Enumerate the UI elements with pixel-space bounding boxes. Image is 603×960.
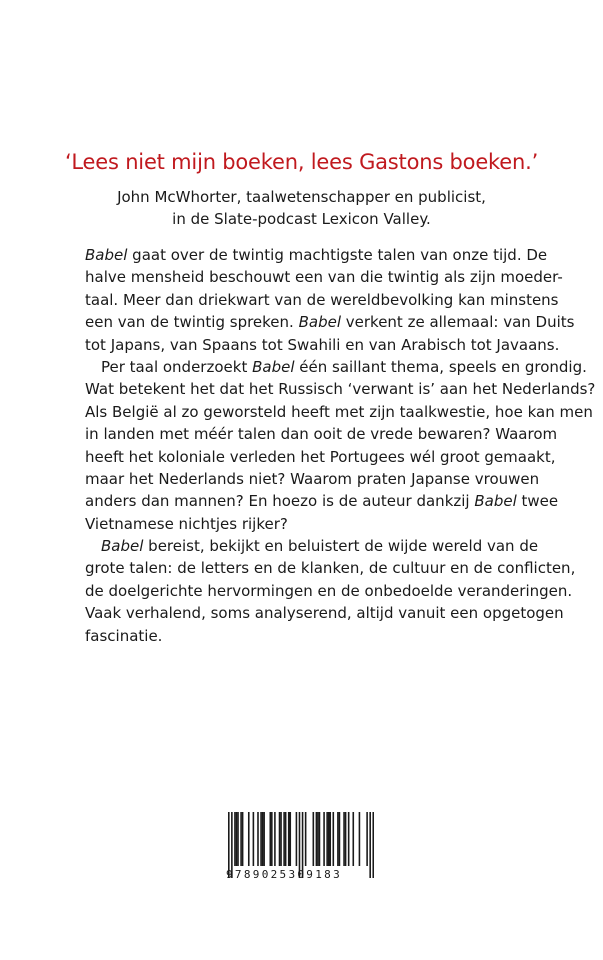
barcode-bar	[262, 812, 264, 866]
barcode-bar	[366, 812, 368, 866]
blurb-text-segment: twee	[516, 492, 559, 511]
blurb-line	[85, 625, 540, 647]
barcode-bar	[323, 812, 325, 866]
blurb-text-segment: halve mensheid beschouwt een van die twintig als zijn moeder-	[85, 268, 563, 287]
book-title-italic: Babel	[85, 246, 128, 264]
barcode-bar	[328, 812, 330, 866]
barcode-bar	[313, 812, 315, 866]
blurb-text-segment: Vaak verhalend, soms analyserend, altijd vanuit een opgetogen	[85, 604, 564, 623]
blurb-line	[85, 535, 540, 557]
barcode-bar	[345, 812, 347, 866]
blurb-text-segment: gaat over de twintig machtigste talen van onze tijd. De	[127, 246, 548, 264]
barcode-bar	[257, 812, 259, 866]
barcode-bar	[333, 812, 335, 866]
quote-attribution	[0, 186, 603, 230]
barcode-bar	[359, 812, 361, 866]
blurb-text-segment: tot Japans, van Spaans tot Swahili en van Arabisch tot Javaans.	[85, 335, 560, 354]
blurb-text-segment: Wat betekent het dat het Russisch ‘verwant is’ aan het Nederlands?	[85, 380, 596, 399]
isbn-number: 9789025309183	[226, 868, 342, 881]
barcode-bar	[319, 812, 321, 866]
barcode-bar	[240, 812, 242, 866]
barcode-bar	[269, 812, 271, 866]
barcode-bar	[352, 812, 354, 866]
book-title-italic: Babel	[298, 313, 341, 332]
barcode-bar	[283, 812, 285, 866]
blurb-line	[85, 401, 593, 423]
blurb-line	[85, 334, 560, 356]
barcode-bar	[236, 812, 238, 866]
blurb-text-segment: één saillant thema, speels en grondig.	[294, 357, 587, 376]
blurb-text-segment: Als België al zo geworsteld heeft met zijn taalkwestie, hoe kan men	[85, 402, 593, 421]
blurb-line	[85, 446, 556, 468]
book-title-italic: Babel	[252, 357, 295, 376]
barcode-bar	[289, 812, 291, 866]
blurb-line	[85, 468, 540, 490]
barcode-bar	[260, 812, 262, 866]
blurb-line	[85, 490, 559, 512]
blurb-line	[85, 311, 575, 333]
barcode-bar	[274, 812, 276, 866]
barcode-bar	[337, 812, 339, 866]
barcode-bar	[242, 812, 244, 866]
blurb-text-segment: verkent ze allemaal: van Duits	[341, 313, 575, 332]
barcode-bar	[234, 812, 236, 866]
barcode-bar	[326, 812, 328, 866]
attribution-line-1: John McWhorter, taalwetenschapper en publicist,	[117, 188, 486, 206]
blurb-text-segment: de doelgerichte hervormingen en de onbedoelde veranderingen.	[85, 581, 573, 600]
blurb-text-segment: in landen met méér talen dan ooit de vrede bewaren? Waarom	[85, 425, 558, 444]
barcode-bar	[348, 812, 350, 866]
blurb-text-segment: een van de twintig spreken.	[85, 313, 299, 332]
barcode-bar	[317, 812, 319, 866]
barcode-bar	[253, 812, 255, 866]
barcode-bar	[237, 812, 239, 866]
blurb-line	[85, 266, 563, 288]
blurb-text	[85, 244, 596, 647]
blurb-line	[85, 513, 540, 535]
blurb-line	[85, 557, 576, 579]
blurb-line	[85, 244, 548, 266]
book-title-italic: Babel	[474, 492, 517, 511]
blurb-text-segment: maar het Nederlands niet? Waarom praten Japanse vrouwen	[85, 469, 540, 488]
barcode-bar	[339, 812, 341, 866]
barcode-bar	[280, 812, 282, 866]
attribution-line-2: in de Slate-podcast Lexicon Valley.	[172, 210, 431, 228]
blurb-text-segment: heeft het koloniale verleden het Portugees wél groot gemaakt,	[85, 447, 556, 466]
blurb-line	[85, 289, 559, 311]
blurb-text-segment: taal. Meer dan driekwart van de wereldbevolking kan minstens	[85, 290, 559, 309]
barcode-bar	[279, 812, 281, 866]
blurb-line	[85, 356, 587, 378]
blurb-line	[85, 378, 596, 400]
blurb-text-segment: Vietnamese nichtjes rijker?	[85, 514, 288, 533]
barcode-bar	[288, 812, 290, 866]
barcode-bar	[305, 812, 307, 866]
blurb-text-segment: anders dan mannen? En hoezo is de auteur dankzij	[85, 492, 475, 511]
barcode-bar	[285, 812, 287, 866]
book-title-italic: Babel	[101, 537, 144, 556]
barcode-bar	[329, 812, 331, 866]
blurb-line	[85, 602, 564, 624]
barcode-bar	[248, 812, 250, 866]
blurb-text-segment: grote talen: de letters en de klanken, de cultuur en de conflicten,	[85, 559, 576, 578]
blurb-line	[85, 423, 558, 445]
barcode-bar	[296, 812, 298, 866]
blurb-text-segment: bereist, bekijkt en beluistert de wijde wereld van de	[143, 537, 539, 556]
blurb-text-segment: fascinatie.	[85, 626, 163, 645]
blurb-text-segment: Per taal onderzoekt	[101, 357, 253, 376]
barcode-bar	[316, 812, 318, 866]
barcode-bar	[343, 812, 345, 866]
barcode-bar	[263, 812, 265, 866]
blurb-line	[85, 580, 573, 602]
barcode-bar	[271, 812, 273, 866]
back-cover-quote: ‘Lees niet mijn boeken, lees Gastons boeken.’	[64, 150, 539, 174]
